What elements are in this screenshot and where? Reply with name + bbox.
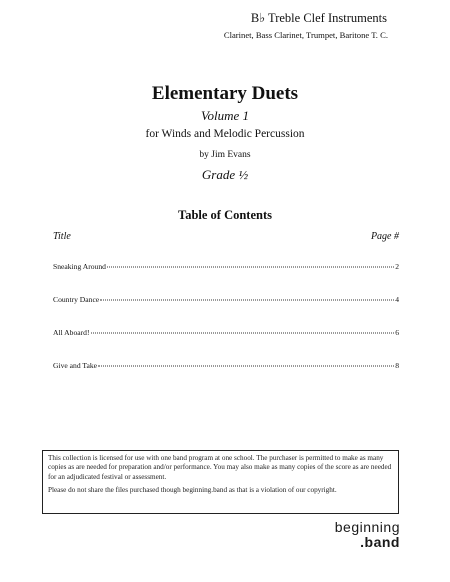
toc-entry-page: 6: [395, 328, 399, 337]
logo-line-1: beginning: [334, 519, 400, 535]
instrument-heading: B♭ Treble Clef Instruments: [250, 11, 387, 25]
grade-label: Grade ½: [201, 167, 249, 182]
toc-entry[interactable]: [53, 295, 399, 305]
instrument-list: Clarinet, Bass Clarinet, Trumpet, Baritone T. C.: [223, 30, 388, 40]
toc-column-page: Page #: [370, 231, 399, 242]
toc-entry-title: Sneaking Around: [53, 262, 106, 271]
beginning-band-logo: [335, 520, 400, 550]
toc-entry[interactable]: [53, 262, 399, 272]
volume-label: Volume 1: [200, 108, 250, 123]
toc-entry[interactable]: [53, 328, 399, 338]
table-of-contents: [53, 262, 399, 394]
dot-leader: [100, 300, 394, 301]
toc-heading: Table of Contents: [178, 208, 272, 222]
toc-entry-page: 2: [395, 262, 399, 271]
toc-entry-page: 4: [395, 295, 399, 304]
toc-entry-page: 8: [395, 361, 399, 370]
dot-leader: [98, 366, 394, 367]
copyright-text: Please do not share the files purchased though beginning.band as that is a violation of our copyright.: [48, 486, 337, 495]
toc-column-title: Title: [53, 231, 71, 242]
author: by Jim Evans: [199, 150, 251, 160]
logo-line-2: .band: [360, 534, 400, 550]
page-title: Elementary Duets: [151, 83, 299, 104]
license-text: This collection is licensed for use with one band program at one school. The purchaser is permitted to make as many copies as are needed for preparation and/or performance. You may also make as many copies of the score as are needed for an adjudicated festival or assessment.: [48, 454, 392, 481]
dot-leader: [107, 267, 394, 268]
toc-entry-title: Give and Take: [53, 361, 98, 370]
toc-entry-title: All Aboard!: [53, 328, 90, 337]
toc-entry-title: Country Dance: [53, 295, 100, 304]
subtitle: for Winds and Melodic Percussion: [145, 128, 305, 140]
dot-leader: [91, 333, 395, 334]
toc-entry[interactable]: [53, 361, 399, 371]
license-notice: [42, 450, 399, 514]
